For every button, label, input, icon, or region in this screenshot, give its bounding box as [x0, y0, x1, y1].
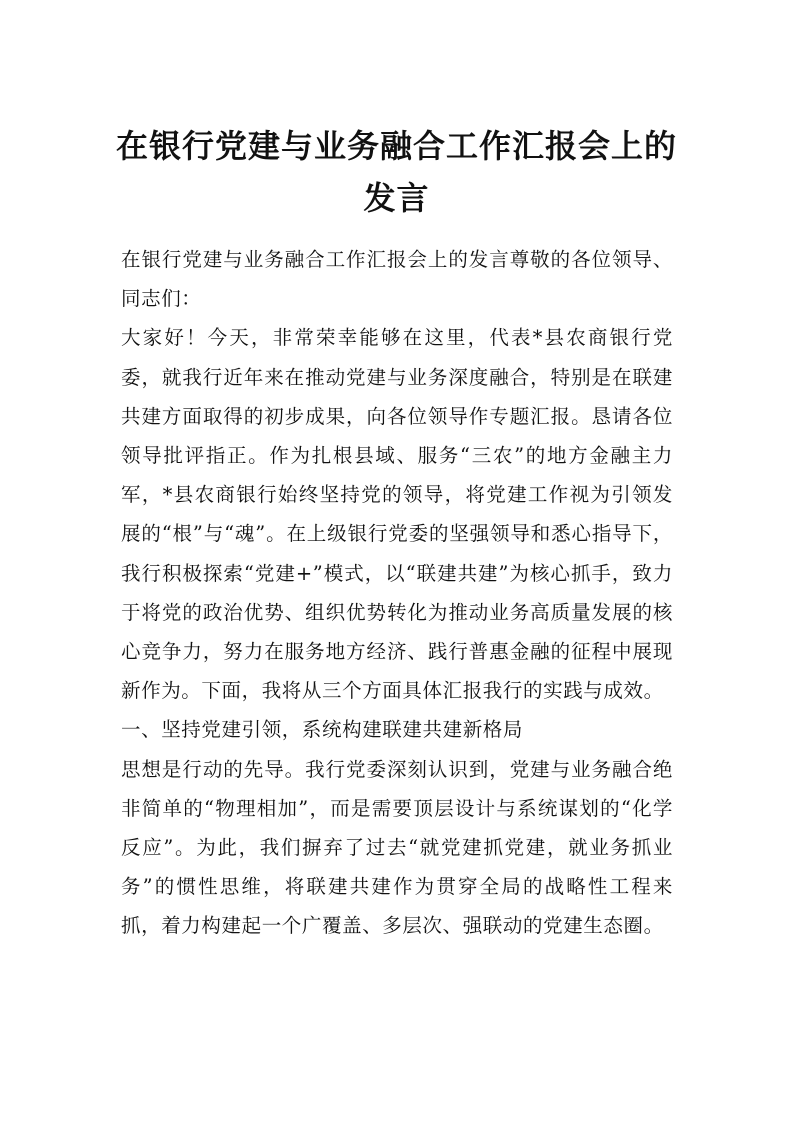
paragraph-intro: 大家好！今天，非常荣幸能够在这里，代表*县农商银行党委，就我行近年来在推动党建与业务深度融合，特别是在联建共建方面取得的初步成果，向各位领导作专题汇报。恳请各位领导批评指正。作为扎根县域、服务“三农”的地方金融主力军，*县农商银行始终坚持党的领导，将党建工作视为引领发展的“根”与“魂”。在上级银行党委的坚强领导和悉心指导下，我行积极探索“党建+”模式，以“联建共建”为核心抓手，致力于将党的政治优势、组织优势转化为推动业务高质量发展的核心竞争力，努力在服务地方经济、践行普惠金融的征程中展现新作为。下面，我将从三个方面具体汇报我行的实践与成效。: [121, 326, 673, 703]
document-title: 在银行党建与业务融合工作汇报会上的发言: [115, 127, 677, 217]
paragraph-section-1: 思想是行动的先导。我行党委深刻认识到，党建与业务融合绝非简单的“物理相加”，而是需要顶层设计与系统谋划的“化学反应”。为此，我们摒弃了过去“就党建抓党建，就业务抓业务”的惯性思维，将联建共建作为贯穿全局的战略性工程来抓，着力构建起一个广覆盖、多层次、强联动的党建生态圈。: [121, 757, 673, 938]
section-heading-1: 一、坚持党建引领，系统构建联建共建新格局: [121, 718, 524, 742]
paragraph-greeting: 在银行党建与业务融合工作汇报会上的发言尊敬的各位领导、同志们：: [121, 248, 673, 311]
document-body: [121, 240, 673, 946]
